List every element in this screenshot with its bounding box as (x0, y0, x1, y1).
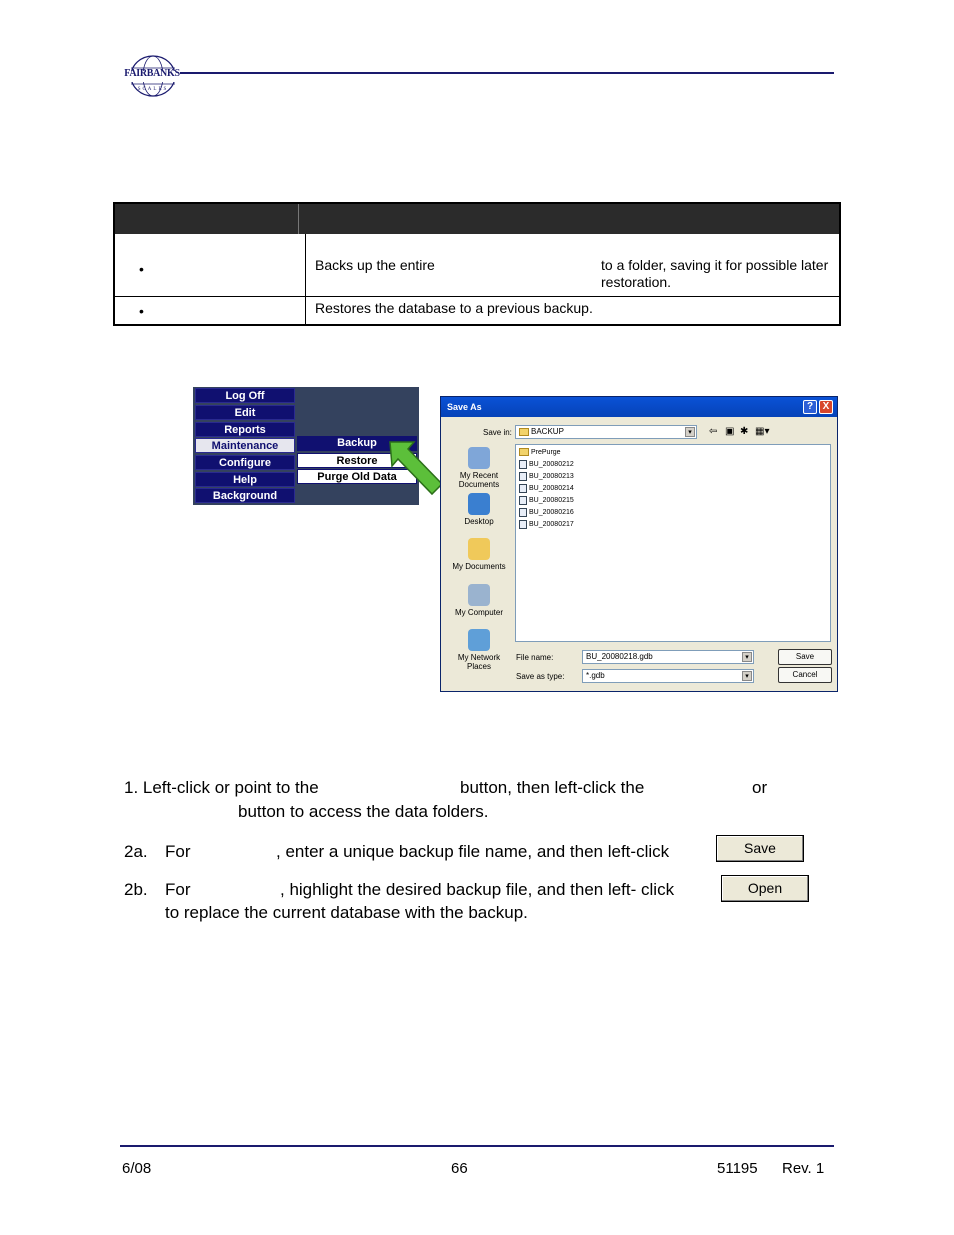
table-header (115, 204, 839, 234)
header-rule (180, 72, 834, 74)
folder-icon (519, 448, 529, 456)
save-as-type-dropdown[interactable]: *.gdb (582, 669, 754, 683)
save-button[interactable]: Save (778, 649, 832, 665)
step-1-text-b: button, then left-click the (460, 778, 645, 797)
footer-page-number: 66 (451, 1160, 468, 1177)
step-2a-text-b: , enter a unique backup file name, and then left-click (276, 842, 670, 861)
network-places-icon (468, 629, 490, 651)
save-in-dropdown[interactable] (515, 425, 697, 439)
menu-item-background[interactable]: Background (195, 488, 295, 503)
menu-item-edit[interactable]: Edit (195, 405, 295, 420)
new-folder-icon[interactable]: ✱ (740, 426, 749, 437)
database-file-icon (519, 472, 527, 481)
file-name: BU_20080212 (529, 461, 574, 468)
menu-item-log-off[interactable]: Log Off (195, 388, 295, 403)
footer-rule (120, 1145, 834, 1147)
submenu-item-backup[interactable]: Backup (297, 436, 417, 451)
step-1-text-c: or (752, 778, 768, 797)
save-in-value: BACKUP (531, 427, 564, 436)
file-name: BU_20080213 (529, 473, 574, 480)
place-desktop[interactable] (449, 493, 509, 526)
row2-description: Restores the database to a previous backup. (315, 300, 593, 316)
chevron-down-icon[interactable]: ▾ (685, 427, 695, 437)
table-row-divider (115, 296, 839, 297)
folder-icon (519, 428, 529, 436)
place-network-places[interactable] (449, 629, 509, 671)
logo-text: FAIRBANKS (124, 68, 180, 79)
cancel-button[interactable]: Cancel (778, 667, 832, 683)
list-item[interactable] (519, 483, 574, 495)
database-file-icon (519, 520, 527, 529)
logo-subtext: SCALES (137, 87, 169, 92)
save-in-label: Save in: (483, 428, 512, 437)
step-2b-text-c: to replace the current database with the backup. (165, 903, 528, 922)
table-column-divider (305, 234, 306, 324)
file-name-label: File name: (516, 653, 554, 662)
place-my-computer[interactable] (449, 584, 509, 617)
database-file-icon (519, 508, 527, 517)
file-name-field[interactable]: BU_20080218.gdb (582, 650, 754, 664)
list-item[interactable] (519, 519, 574, 531)
place-recent-documents[interactable] (449, 447, 509, 489)
list-item[interactable] (519, 447, 561, 459)
step-2b-number: 2b. (124, 880, 148, 899)
row1-description-start: Backs up the entire (315, 257, 435, 273)
footer-doc-number: 51195 (717, 1160, 758, 1177)
list-item[interactable] (519, 495, 574, 507)
views-menu-icon[interactable]: ▦▾ (755, 426, 770, 437)
list-item[interactable] (519, 459, 574, 471)
desktop-icon (468, 493, 490, 515)
footer-revision: Rev. 1 (782, 1160, 825, 1177)
list-item[interactable] (519, 507, 574, 519)
step-1-text-a: 1. Left-click or point to the (124, 778, 319, 797)
place-label: Desktop (464, 517, 494, 526)
step-1-text-d: button to access the data folders. (238, 802, 489, 821)
place-label: My Documents (452, 562, 506, 571)
place-label: My Recent Documents (458, 471, 500, 489)
file-name: BU_20080215 (529, 497, 574, 504)
place-label: My Computer (454, 608, 503, 617)
menu-item-reports[interactable]: Reports (195, 422, 295, 437)
step-2b-text-a: For (165, 880, 191, 899)
menu-item-help[interactable]: Help (195, 472, 295, 487)
footer-date: 6/08 (122, 1160, 152, 1177)
file-name: BU_20080217 (529, 521, 574, 528)
chevron-down-icon[interactable]: ▾ (742, 652, 752, 662)
back-icon[interactable]: ⇦ (709, 426, 718, 437)
menu-item-configure[interactable]: Configure (195, 455, 295, 470)
submenu-item-purge-old-data[interactable]: Purge Old Data (297, 469, 417, 484)
file-list[interactable] (515, 444, 831, 642)
save-as-dialog (440, 396, 838, 692)
my-computer-icon (468, 584, 490, 606)
place-my-documents[interactable] (449, 538, 509, 571)
table-header-divider (298, 204, 299, 234)
submenu-item-restore[interactable]: Restore (297, 453, 417, 468)
recent-documents-icon (468, 447, 490, 469)
function-table (113, 202, 841, 326)
inline-open-button[interactable]: Open (721, 875, 809, 902)
file-name: BU_20080214 (529, 485, 574, 492)
file-name: BU_20080216 (529, 509, 574, 516)
help-button[interactable]: ? (803, 400, 817, 414)
step-2a-number: 2a. (124, 842, 148, 861)
dialog-title: Save As (441, 397, 837, 417)
database-file-icon (519, 496, 527, 505)
menu-item-maintenance[interactable]: Maintenance (195, 438, 295, 453)
close-button[interactable]: X (819, 400, 833, 414)
file-name: PrePurge (531, 449, 561, 456)
my-documents-icon (468, 538, 490, 560)
row1-bullet: • (139, 261, 144, 277)
step-2a-text-a: For (165, 842, 191, 861)
row2-bullet: • (139, 303, 144, 319)
save-as-type-label: Save as type: (516, 672, 565, 681)
list-item[interactable] (519, 471, 574, 483)
inline-save-button[interactable]: Save (716, 835, 804, 862)
row1-description-end (601, 257, 831, 291)
place-label: My Network Places (457, 653, 501, 671)
database-file-icon (519, 460, 527, 469)
step-2b-text-b: , highlight the desired backup file, and then left- click (280, 880, 675, 899)
up-folder-icon[interactable]: ▣ (725, 426, 735, 437)
row1-description-end-text: to a folder, saving it for possible later restoration. (601, 257, 829, 290)
chevron-down-icon[interactable]: ▾ (742, 671, 752, 681)
database-file-icon (519, 484, 527, 493)
